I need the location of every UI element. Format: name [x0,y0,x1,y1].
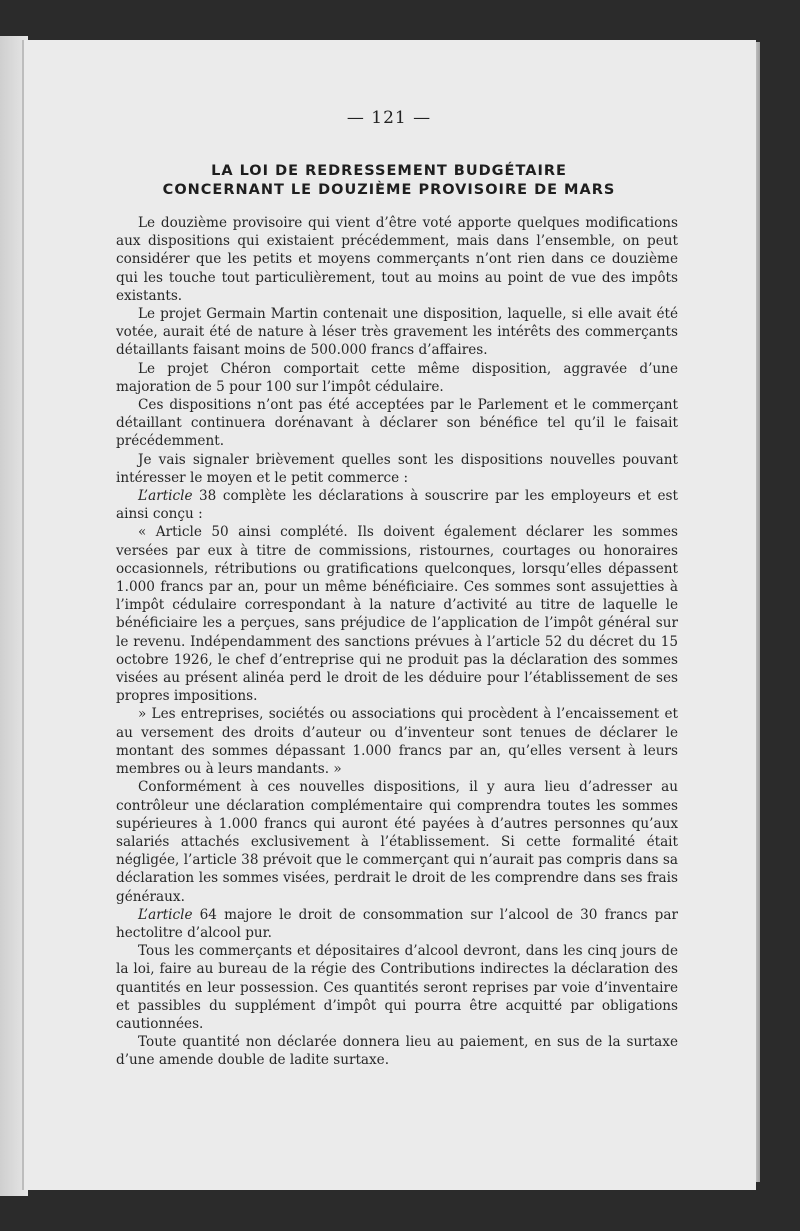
paragraph: Le douzième provisoire qui vient d’être voté apporte quelques modifications aux dispositions qui existaient précédemment, mais dans l’ensemble, on peut considérer que les petits et moyens commerçants n’ont rien dans ce douzième qui les touche tout particulièrement, tout au moins au point de vue des impôts existants. [116,215,678,304]
italic-term: L’article [138,906,193,923]
title-line-1: LA LOI DE REDRESSEMENT BUDGÉTAIRE [211,163,567,179]
page-number: — 121 — [346,108,432,128]
paragraph: Toute quantité non déclarée donnera lieu au paiement, en sus de la surtaxe d’une amende double de ladite surtaxe. [116,1034,678,1069]
paragraph: Tous les commerçants et dépositaires d’alcool devront, dans les cinq jours de la loi, faire au bureau de la régie des Contributions indirectes la déclaration des quantités en leur possession. Ces quantités seront reprises par voie d’inventaire et passibles du supplément d’impôt qui pourra être acquitté par obligations cautionnées. [116,943,678,1032]
document-page [22,40,756,1190]
paragraph [116,487,678,523]
paragraph: Le projet Germain Martin contenait une disposition, laquelle, si elle avait été votée, aurait été de nature à léser très gravement les intérêts des commerçants détaillants faisant moins de 500.000 francs d’affaires. [116,306,678,359]
title-line-2: CONCERNANT LE DOUZIÈME PROVISOIRE DE MARS [162,182,616,198]
paragraph-text: 64 majore le droit de consommation sur l’alcool de 30 francs par hectolitre d’alcool pur. [116,906,678,941]
paragraph: Ces dispositions n’ont pas été acceptées par le Parlement et le commerçant détaillant continuera dorénavant à déclarer son bénéfice tel qu’il le faisait précédemment. [116,397,678,450]
page-title [22,162,756,200]
quoted-paragraph: » Les entreprises, sociétés ou associations qui procèdent à l’encaissement et au versement des droits d’auteur ou d’inventeur sont tenues de déclarer le montant des sommes dépassant 1.000 francs par an, qu’elles versent à leurs membres ou à leurs mandants. » [116,706,678,778]
paragraph-text: 38 complète les déclarations à souscrire par les employeurs et est ainsi conçu : [116,488,678,523]
paragraph: Je vais signaler brièvement quelles sont les dispositions nouvelles pouvant intéresser le moyen et le petit commerce : [116,451,678,486]
paragraph [116,906,678,942]
paragraph: Le projet Chéron comportait cette même disposition, aggravée d’une majoration de 5 pour 100 sur l’impôt cédulaire. [116,360,678,395]
italic-term: L’article [138,488,193,505]
paragraph: Conformément à ces nouvelles dispositions, il y aura lieu d’adresser au contrôleur une déclaration complémentaire qui comprendra toutes les sommes supérieures à 1.000 francs qui auront été payées à d’autres personnes qu’aux salariés attachés exclusivement à l’établissement. Si cette formalité était négligée, l’article 38 prévoit que le commerçant qui n’aurait pas compris dans sa déclaration les sommes visées, perdrait le droit de les comprendre dans ses frais généraux. [116,779,678,905]
article-body [116,214,678,1070]
quoted-paragraph: « Article 50 ainsi complété. Ils doivent également déclarer les sommes versées par eux à titre de commissions, ristournes, courtages ou honoraires occasionnels, rétributions ou gratifications quelconques, lorsqu’elles dépassent 1.000 francs par an, pour un même bénéficiaire. Ces sommes sont assujetties à l’impôt cédulaire correspondant à la nature d’activité au titre de laquelle le bénéficiaire les a perçues, sans préjudice de l’application de l’impôt général sur le revenu. Indépendamment des sanctions prévues à l’article 52 du décret du 15 octobre 1926, le chef d’entreprise qui ne produit pas la déclaration des sommes visées au présent alinéa perd le droit de les déduire pour l’établissement de ses propres impositions. [116,524,678,705]
